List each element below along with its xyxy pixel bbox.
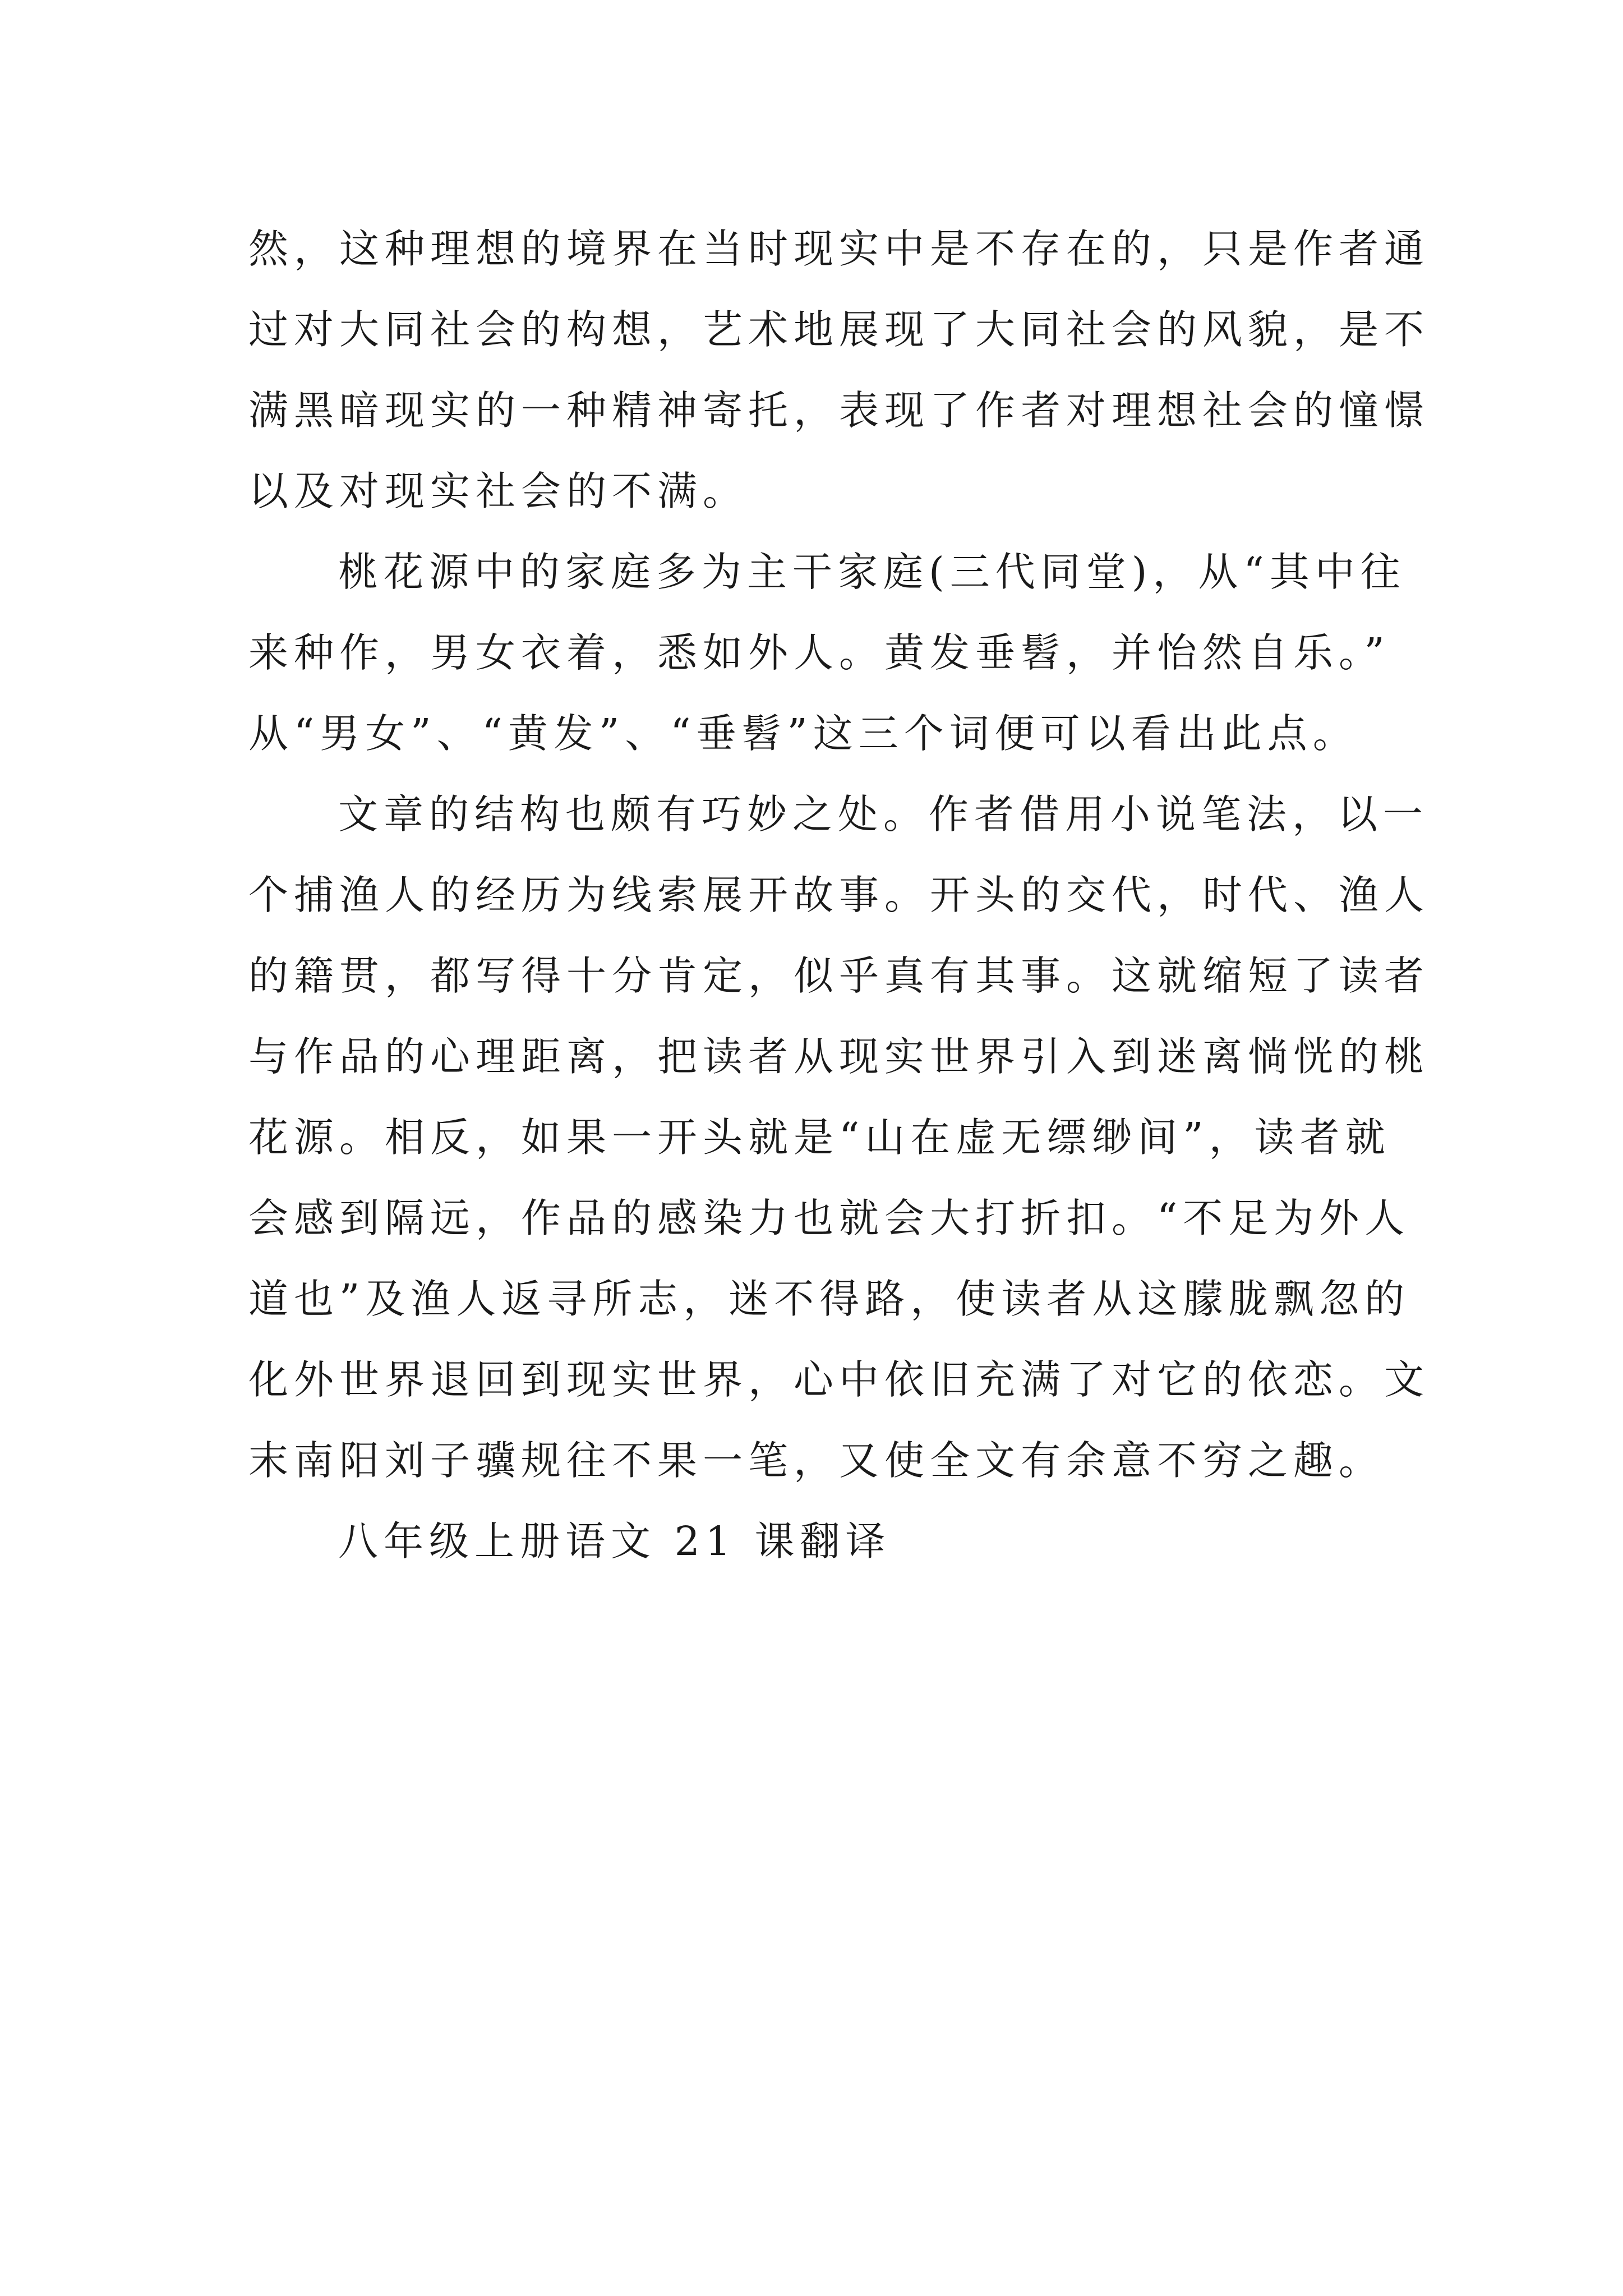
text-line: 道也”及渔人返寻所志，迷不得路，使读者从这朦胧飘忽的 [248,1276,1410,1322]
text-line: 个捕渔人的经历为线索展开故事。开头的交代，时代、渔人 [248,872,1430,918]
text-line: 满黑暗现实的一种精神寄托，表现了作者对理想社会的憧憬 [248,387,1430,434]
text-line: 然，这种理想的境界在当时现实中是不存在的，只是作者通 [248,226,1430,272]
text-line: 来种作，男女衣着，悉如外人。黄发垂髫，并怡然自乐。” [248,629,1390,676]
text-line: 以及对现实社会的不满。 [248,468,749,514]
text-line: 化外世界退回到现实世界，心中依旧充满了对它的依恋。文 [248,1356,1430,1403]
text-line: 过对大同社会的构想，艺术地展现了大同社会的风貌，是不 [248,306,1430,353]
text-line: 与作品的心理距离，把读者从现实世界引入到迷离惝恍的桃 [248,1033,1430,1080]
text-line: 会感到隔远，作品的感染力也就会大打折扣。“不足为外人 [248,1195,1410,1241]
text-line: 八年级上册语文 21 课翻译 [338,1518,891,1565]
text-line: 从“男女”、“黄发”、“垂髫”这三个词便可以看出此点。 [248,710,1358,757]
text-line: 末南阳刘子骥规往不果一笔，又使全文有余意不穷之趣。 [248,1437,1385,1484]
text-line: 花源。相反，如果一开头就是“山在虚无缥缈间”，读者就 [248,1114,1391,1161]
text-line: 文章的结构也颇有巧妙之处。作者借用小说笔法，以一 [338,791,1429,838]
body-text [248,209,1430,1582]
text-line: 桃花源中的家庭多为主干家庭(三代同堂)，从“其中往 [338,549,1406,595]
text-line: 的籍贯，都写得十分肯定，似乎真有其事。这就缩短了读者 [248,953,1430,999]
